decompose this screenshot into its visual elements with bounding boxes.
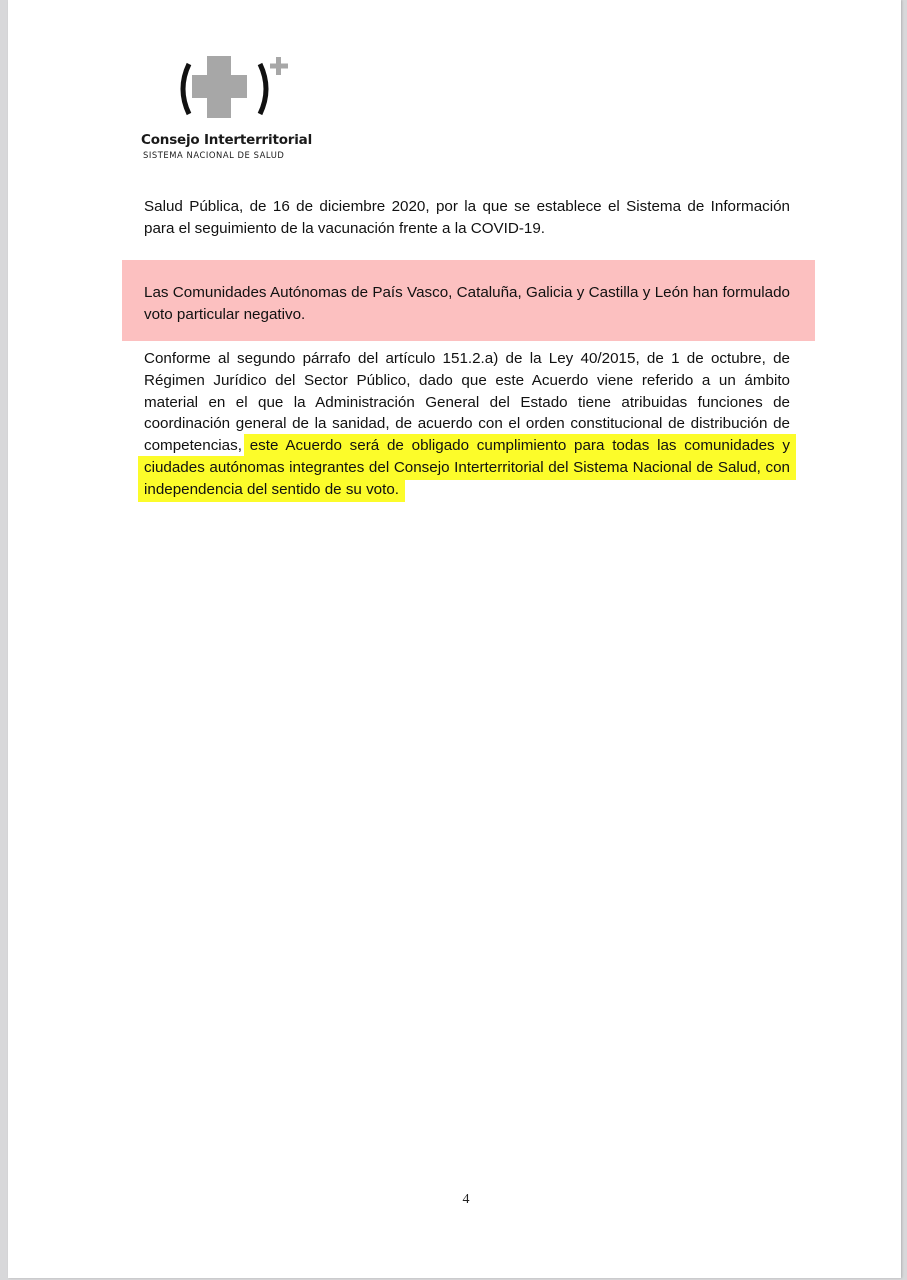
paragraph-resolution-reference: Salud Pública, de 16 de diciembre 2020, por la que se establece el Sistema de Información para el seguimiento de la vacunación frente a la COVID-19. [144, 198, 790, 237]
legal-basis-text: Conforme al segundo párrafo del artículo 151.2.a) de la Ley 40/2015, de 1 de octubre, de Régimen Jurídico del Sector Público, dado que este Acuerdo viene referido a un ámbito material en el que la Administración General del Estado tiene atribuidas funciones de coordinación general de la sanidad, de acuerdo con el orden constitucional de distribución de competencias, [144, 350, 790, 455]
paragraph-negative-vote: Las Comunidades Autónomas de País Vasco, Cataluña, Galicia y Castilla y León han formulado voto particular negativo. [144, 284, 790, 323]
header-logo [141, 52, 331, 162]
org-name: Consejo Interterritorial [141, 132, 312, 148]
page-number: 4 [462, 1192, 470, 1207]
yellow-highlighted-text: este Acuerdo será de obligado cumplimiento para todas las comunidades y ciudades autónomas integrantes del Consejo Interterritorial del Sistema Nacional de Salud, con independencia del sentido de su voto. [144, 434, 790, 502]
paragraph-legal-basis [144, 348, 790, 501]
document-page [8, 0, 901, 1278]
org-subtitle: SISTEMA NACIONAL DE SALUD [143, 150, 285, 160]
cross-plus-logo-icon [177, 52, 292, 122]
